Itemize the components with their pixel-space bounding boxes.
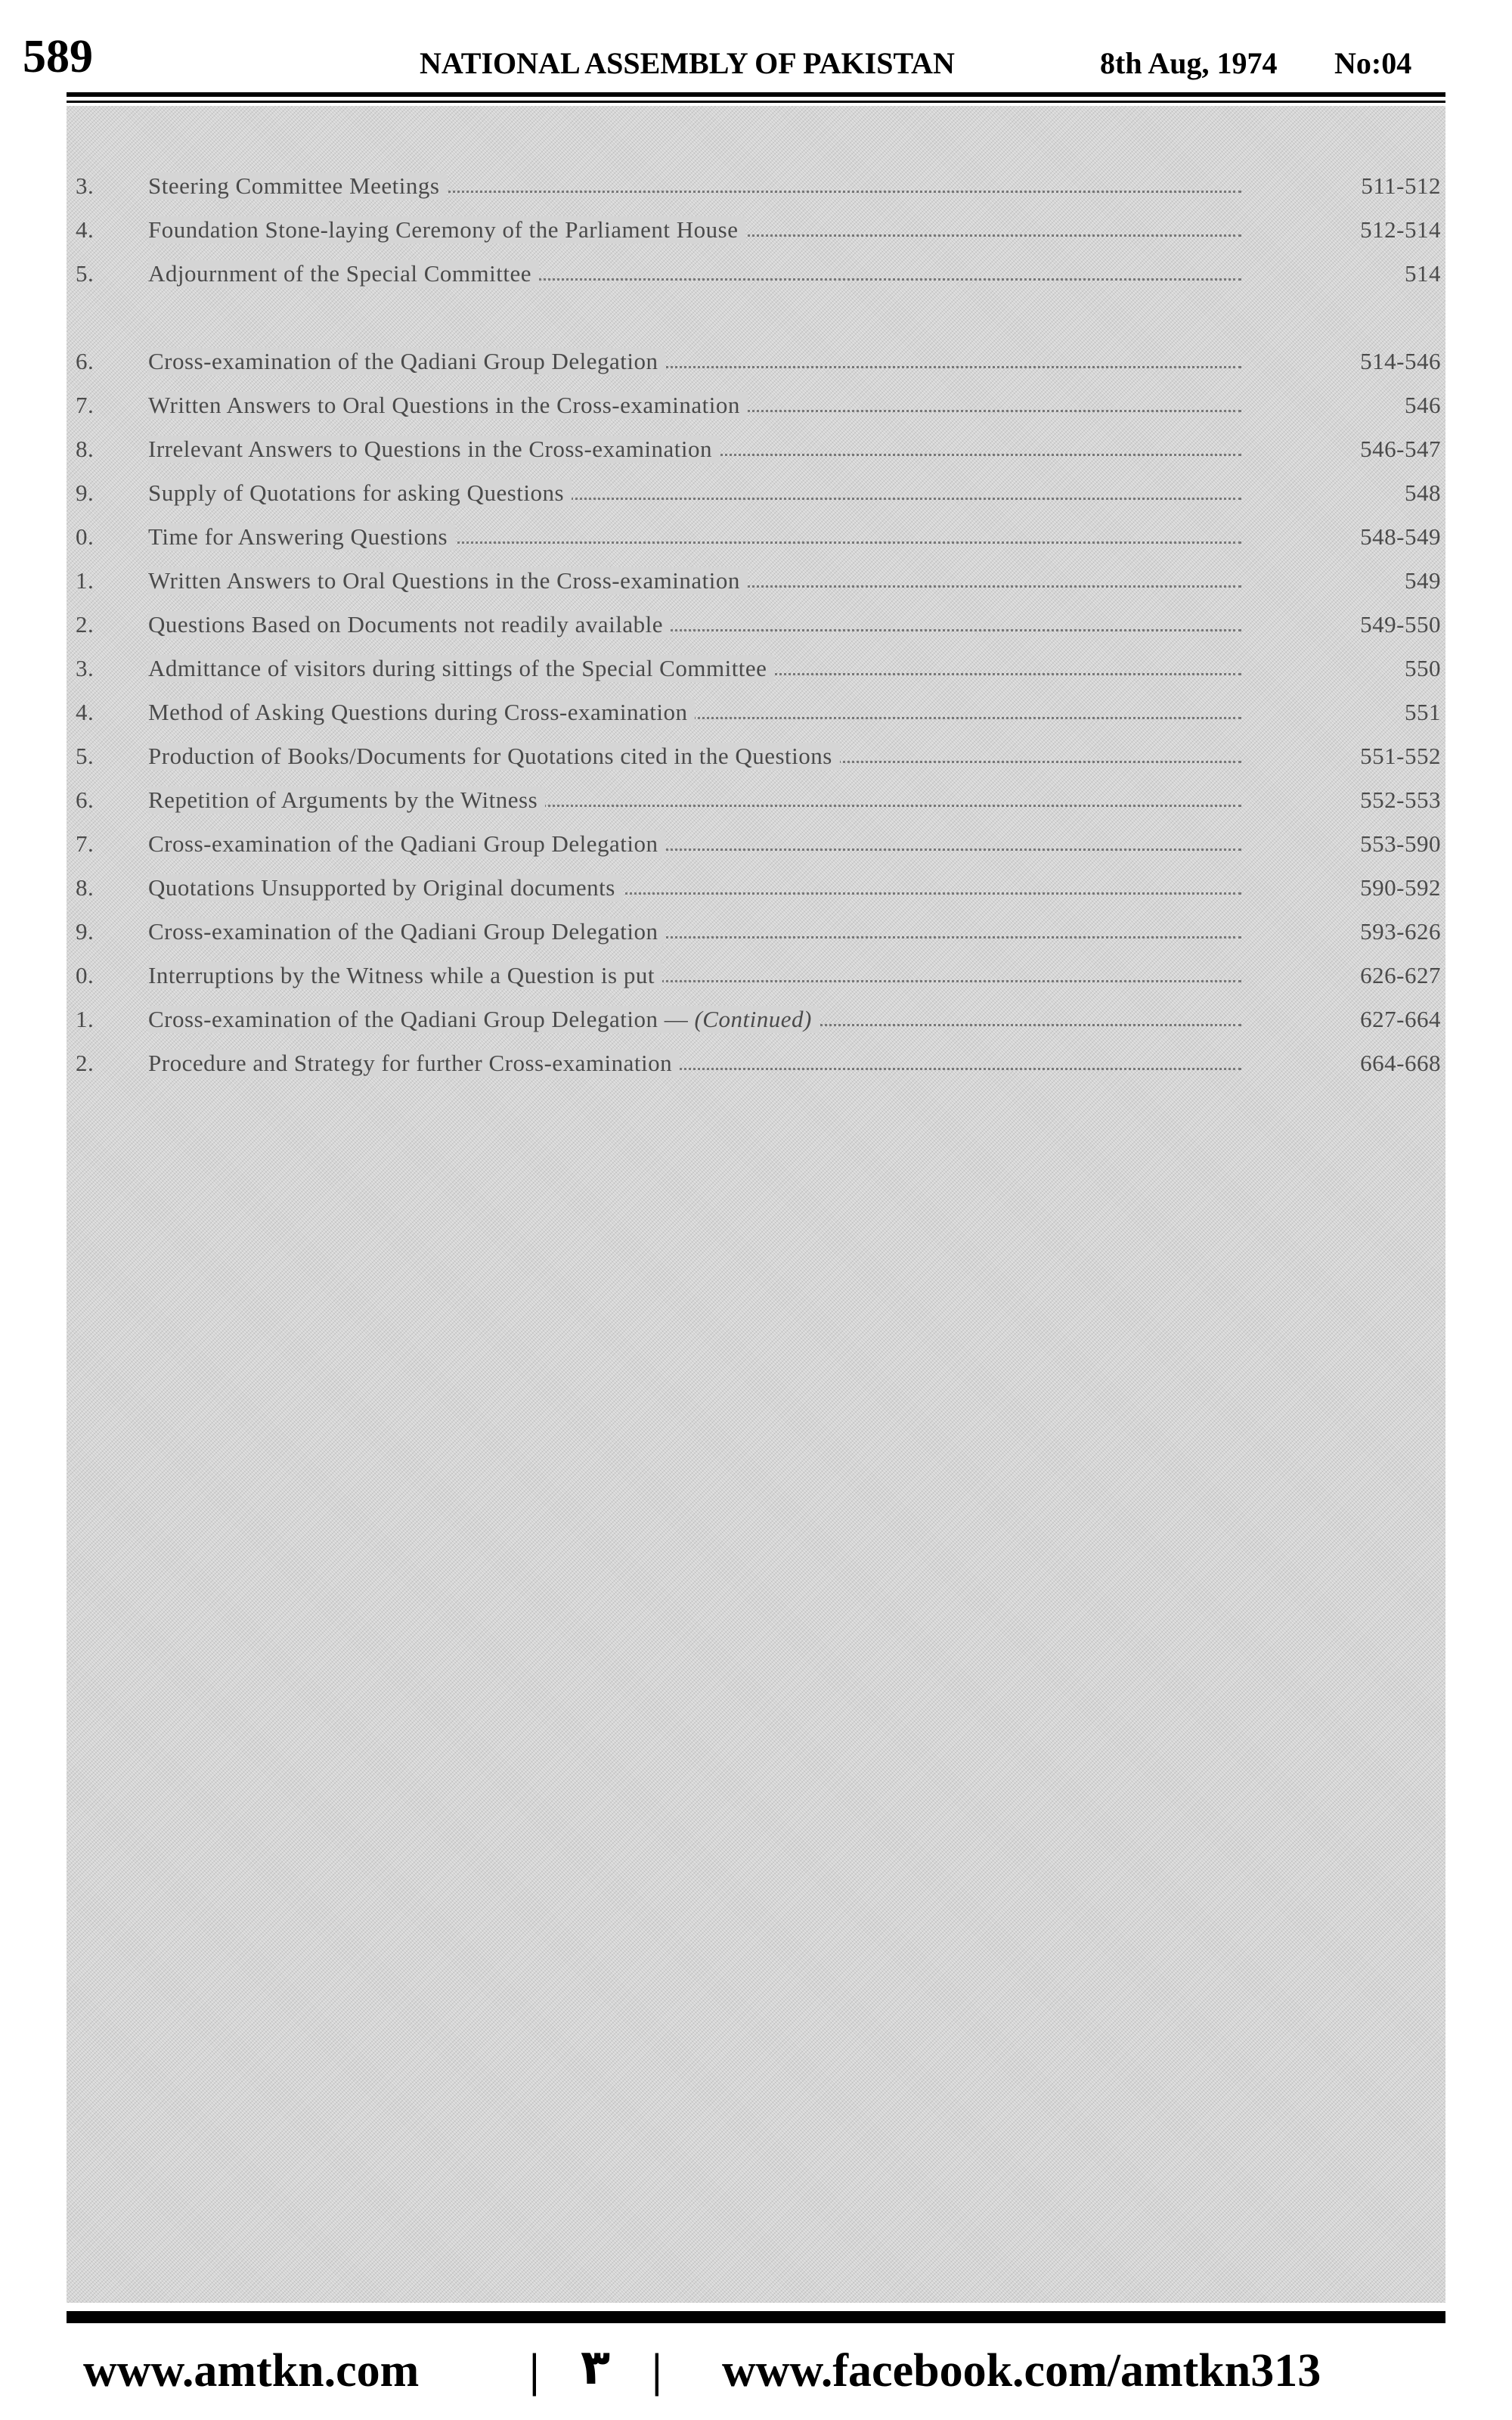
toc-num: 7. — [76, 830, 94, 857]
toc-num: 8. — [76, 874, 94, 901]
toc-pages: 551 — [1405, 699, 1441, 725]
toc-row — [67, 826, 1445, 861]
footer-separator: | — [652, 2345, 662, 2397]
toc-num: 2. — [76, 611, 94, 638]
toc-text: Quotations Unsupported by Original documents — [148, 874, 623, 901]
toc-row — [67, 343, 1445, 378]
toc-num: 0. — [76, 962, 94, 988]
toc-row — [67, 914, 1445, 948]
toc-row — [67, 519, 1445, 554]
header-rule-thick — [67, 92, 1445, 97]
toc-num: 2. — [76, 1050, 94, 1076]
toc-text: Procedure and Strategy for further Cross-examination — [148, 1050, 680, 1077]
toc-pages: 512-514 — [1360, 216, 1441, 243]
toc-pages: 546 — [1405, 392, 1441, 418]
toc-row — [67, 212, 1445, 247]
toc-num: 6. — [76, 786, 94, 813]
toc-pages: 549-550 — [1360, 611, 1441, 638]
toc-pages: 514-546 — [1360, 348, 1441, 374]
toc-row — [67, 694, 1445, 729]
toc-pages: 511-512 — [1361, 172, 1441, 199]
toc-text: Written Answers to Oral Questions in the Cross-examination — [148, 392, 748, 419]
toc-text: Time for Answering Questions — [148, 523, 455, 551]
toc-row — [67, 957, 1445, 992]
toc-text: Foundation Stone-laying Ceremony of the Parliament House — [148, 216, 745, 244]
toc-num: 0. — [76, 523, 94, 550]
toc-pages: 514 — [1405, 260, 1441, 287]
toc-row — [67, 563, 1445, 597]
toc-row — [67, 738, 1445, 773]
toc-num: 4. — [76, 699, 94, 725]
toc-text: Questions Based on Documents not readily available — [148, 611, 671, 638]
toc-num: 5. — [76, 743, 94, 769]
footer-page-marker: ۳ — [581, 2340, 611, 2396]
toc-text: Repetition of Arguments by the Witness — [148, 786, 545, 814]
toc-num: 8. — [76, 436, 94, 462]
document-date: 8th Aug, 1974 — [1100, 46, 1278, 80]
toc-text: Written Answers to Oral Questions in the Cross-examination — [148, 567, 748, 594]
toc-text: Steering Committee Meetings — [148, 172, 447, 200]
toc-num: 7. — [76, 392, 94, 418]
facebook-link[interactable]: www.facebook.com/amtkn313 — [722, 2345, 1321, 2397]
toc-pages: 549 — [1405, 567, 1441, 594]
continued-label: (Continued) — [694, 1006, 812, 1032]
toc-num: 6. — [76, 348, 94, 374]
header-rule-thin — [67, 101, 1445, 103]
toc-pages: 548-549 — [1360, 523, 1441, 550]
toc-pages: 627-664 — [1360, 1006, 1441, 1032]
toc-row — [67, 475, 1445, 510]
toc-text: Cross-examination of the Qadiani Group Delegation — [148, 918, 665, 945]
toc-num: 9. — [76, 918, 94, 945]
toc-row — [67, 650, 1445, 685]
toc-pages: 590-592 — [1360, 874, 1441, 901]
toc-pages: 593-626 — [1360, 918, 1441, 945]
toc-num: 1. — [76, 1006, 94, 1032]
toc-row — [67, 1001, 1445, 1036]
toc-text: Production of Books/Documents for Quotations cited in the Questions — [148, 743, 840, 770]
toc-row — [67, 782, 1445, 817]
toc-num: 5. — [76, 260, 94, 287]
toc-text: Irrelevant Answers to Questions in the Cross-examination — [148, 436, 720, 463]
toc-row — [67, 168, 1445, 203]
toc-pages: 550 — [1405, 655, 1441, 681]
toc-text: Supply of Quotations for asking Questions — [148, 479, 572, 507]
toc-pages: 664-668 — [1360, 1050, 1441, 1076]
toc-pages: 551-552 — [1360, 743, 1441, 769]
website-link[interactable]: www.amtkn.com — [83, 2345, 420, 2397]
toc-num: 3. — [76, 655, 94, 681]
page-number: 589 — [23, 31, 93, 82]
toc-text-main: Cross-examination of the Qadiani Group Delegation — — [148, 1006, 689, 1032]
toc-row — [67, 387, 1445, 422]
page-footer — [0, 2328, 1512, 2411]
footer-separator: | — [529, 2345, 540, 2397]
toc-row — [67, 256, 1445, 290]
toc-pages: 546-547 — [1360, 436, 1441, 462]
toc-text — [148, 1006, 820, 1033]
toc-row — [67, 870, 1445, 904]
toc-row — [67, 431, 1445, 466]
toc-text: Cross-examination of the Qadiani Group Delegation — [148, 830, 665, 858]
toc-row — [67, 607, 1445, 641]
toc-num: 1. — [76, 567, 94, 594]
toc-text: Admittance of visitors during sittings of the Special Committee — [148, 655, 774, 682]
page-header — [23, 30, 1452, 83]
toc-text: Adjournment of the Special Committee — [148, 260, 539, 287]
toc-text: Cross-examination of the Qadiani Group Delegation — [148, 348, 665, 375]
toc-row — [67, 1045, 1445, 1080]
scanned-page-area — [67, 106, 1445, 2303]
toc-pages: 553-590 — [1360, 830, 1441, 857]
toc-pages: 548 — [1405, 479, 1441, 506]
toc-pages: 552-553 — [1360, 786, 1441, 813]
toc-pages: 626-627 — [1360, 962, 1441, 988]
document-title: NATIONAL ASSEMBLY OF PAKISTAN — [420, 46, 955, 80]
toc-num: 4. — [76, 216, 94, 243]
issue-number: No:04 — [1334, 46, 1412, 80]
footer-rule — [67, 2311, 1445, 2323]
toc-num: 3. — [76, 172, 94, 199]
toc-text: Interruptions by the Witness while a Question is put — [148, 962, 662, 989]
toc-num: 9. — [76, 479, 94, 506]
toc-text: Method of Asking Questions during Cross-examination — [148, 699, 695, 726]
